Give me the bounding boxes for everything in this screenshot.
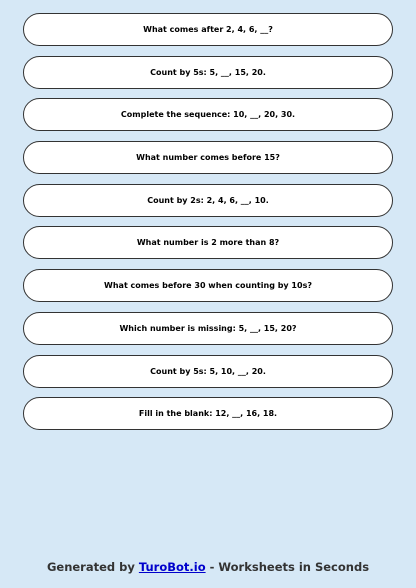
question-box-8 [23, 312, 393, 345]
question-text: What comes after 2, 4, 6, __? [143, 25, 273, 34]
question-box-2 [23, 56, 393, 89]
question-box-10 [23, 397, 393, 430]
turobot-link[interactable]: TuroBot.io [138, 560, 206, 574]
question-box-6 [23, 226, 393, 259]
footer-suffix: - Worksheets in Seconds [205, 560, 370, 574]
question-box-1 [23, 13, 393, 46]
question-text: Count by 2s: 2, 4, 6, __, 10. [147, 195, 269, 205]
question-text: What number is 2 more than 8? [136, 238, 280, 248]
question-text: Fill in the blank: 12, __, 16, 18. [138, 409, 278, 419]
question-box-3 [23, 98, 393, 131]
question-list [23, 13, 393, 440]
question-box-7 [23, 269, 393, 302]
question-box-4 [23, 141, 393, 174]
question-text: What comes before 30 when counting by 10s? [104, 281, 312, 291]
footer-prefix: Generated by [46, 560, 139, 574]
question-text: What number comes before 15? [136, 153, 280, 163]
question-text: Complete the sequence: 10, __, 20, 30. [120, 110, 296, 120]
question-text: Count by 5s: 5, __, 15, 20. [150, 67, 266, 77]
question-text: Count by 5s: 5, 10, __, 20. [150, 366, 266, 376]
footer [0, 560, 416, 574]
question-box-9 [23, 355, 393, 388]
question-text: Which number is missing: 5, __, 15, 20? [119, 323, 297, 333]
question-box-5 [23, 184, 393, 217]
